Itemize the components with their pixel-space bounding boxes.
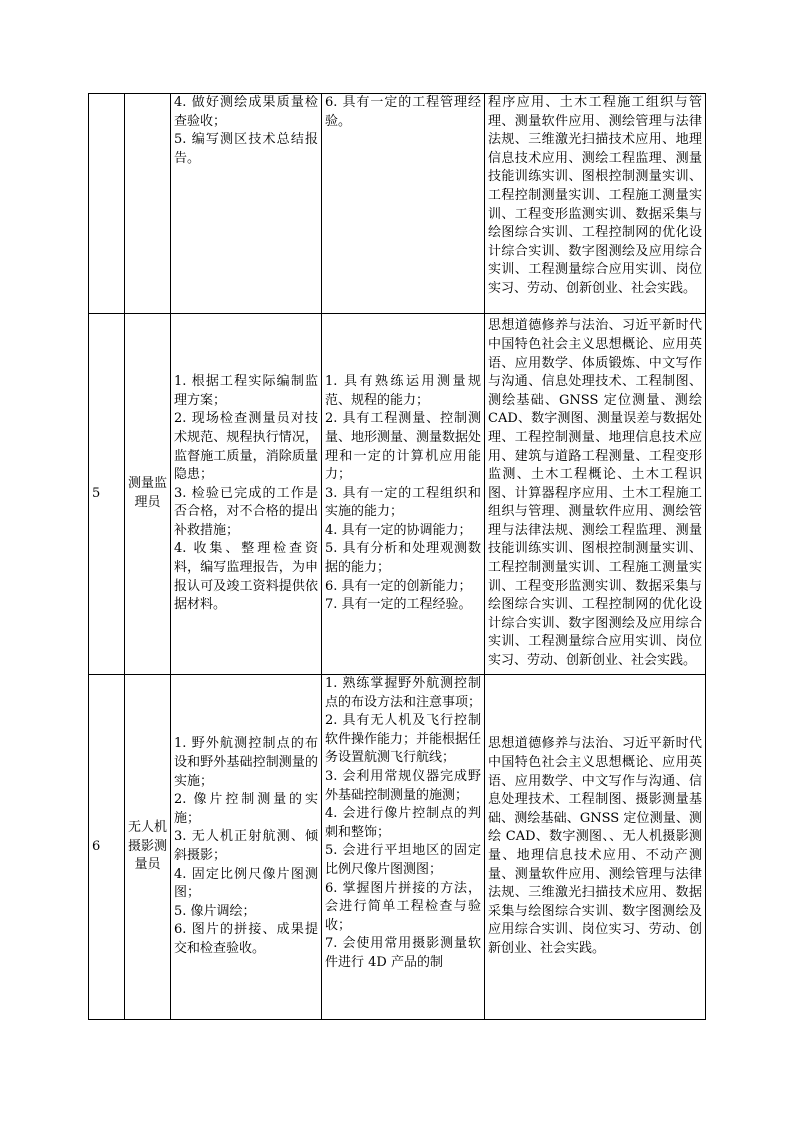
tasks-text: 4. 做好测绘成果质量检查验收； 5. 编写测区技术总结报告。 — [174, 95, 318, 166]
courses-text: 程序应用、土木工程施工组织与管理、测量软件应用、测绘管理与法律法规、三维激光扫描技术应用、地理信息技术应用、测绘工程监理、测量技能训练实训、图根控制测量实训、工程控制测量实训、工程施工测量实训、工程变形监测实训、数据采集与绘图综合实训、工程控制网的优化设计综合实训、数字图测绘及应用综合实训、工程测量综合应用实训、岗位实习、劳动、创新创业、社会实践。 — [488, 95, 702, 296]
post-cell — [125, 94, 171, 314]
courses-cell — [485, 675, 706, 1020]
tasks-cell — [171, 675, 322, 1020]
tasks-cell — [171, 94, 322, 314]
abilities-cell — [322, 314, 485, 675]
tasks-text: 1. 野外航测控制点的布设和野外基础控制测量的实施； 2. 像片控制测量的实施； 3. 无人机正射航测、倾斜摄影； 4. 固定比例尺像片图测图； 5. 像片调绘； 6. 图片的拼接、成果提交和检查验收。 — [174, 736, 318, 956]
abilities-cell — [322, 94, 485, 314]
table-row — [89, 94, 706, 314]
training-table — [88, 93, 706, 1020]
post-name: 测量监理员 — [128, 476, 168, 510]
abilities-text: 1. 熟练掌握野外航测控制点的布设方法和注意事项； 2. 具有无人机及飞行控制软件操作能力；并能根据任务设置航测飞行航线； 3. 会利用常规仪器完成野外基础控制测量的施测； 4. 会进行像片控制点的判刺和整饰； 5. 会进行平坦地区的固定比例尺像片图测图； 6. 掌握图片拼接的方法，会进行简单工程检查与验收； 7. 会使用常用摄影测量软件进行 4D 产品的制 — [325, 676, 481, 970]
abilities-text: 1. 具有熟练运用测量规范、规程的能力； 2. 具有工程测量、控制测量、地形测量、测量数据处理和一定的计算机应用能力； 3. 具有一定的工程组织和实施的能力； 4. 具有一定的协调能力； 5. 具有分析和处理观测数据的能力； 6. 具有一定的创新能力； 7. 具有一定的工程经验。 — [325, 374, 482, 613]
row-number-cell — [89, 94, 125, 314]
row-number: 5 — [92, 485, 101, 501]
tasks-text: 1. 根据工程实际编制监理方案； 2. 现场检查测量员对技术规范、规程执行情况，监督施工质量，消除质量隐患； 3. 检验已完成的工作是否合格，对不合格的提出补救措施； 4. 收集、整理检查资料，编写监理报告，为申报认可及竣工资料提供依据材料。 — [174, 374, 318, 613]
row-number-cell — [89, 314, 125, 675]
abilities-text: 6. 具有一定的工程管理经验。 — [325, 95, 481, 129]
courses-cell — [485, 94, 706, 314]
row-number: 6 — [92, 838, 101, 854]
row-number-cell — [89, 675, 125, 1020]
courses-text: 思想道德修养与法治、习近平新时代中国特色社会主义思想概论、应用英语、应用数学、中文写作与沟通、信息处理技术、工程制图、摄影测量基础、测绘基础、GNSS 定位测量、测绘 CAD、数字测图、、无人机摄影测量、地理信息技术应用、不动产测量、测量软件应用、测绘管理与法律法规、三维激光扫描技术应用、数据采集与绘图综合实训、数字图测绘及应用综合实训、岗位实习、劳动、创新创业、社会实践。 — [488, 736, 702, 956]
courses-text: 思想道德修养与法治、习近平新时代中国特色社会主义思想概论、应用英语、应用数学、体质锻炼、中文写作与沟通、信息处理技术、工程制图、测绘基础、GNSS 定位测量、测绘 CAD、数字测图、测量误差与数据处理、工程控制测量、地理信息技术应用、建筑与道路工程测量、工程变形监测、土木工程概论、土木工程识图、计算器程序应用、土木工程施工组织与管理、测量软件应用、测绘管理与法律法规、测绘工程监理、测量技能训练实训、图根控制测量实训、工程控制测量实训、工程施工测量实训、工程变形监测实训、数据采集与绘图综合实训、工程控制网的优化设计综合实训、数字图测绘及应用综合实训、工程测量综合应用实训、岗位实习、劳动、创新创业、社会实践。 — [488, 318, 702, 669]
table-row — [89, 314, 706, 675]
post-name: 无人机摄影测量员 — [128, 820, 168, 873]
post-cell — [125, 314, 171, 675]
table-row — [89, 675, 706, 1020]
tasks-cell — [171, 314, 322, 675]
abilities-cell — [322, 675, 485, 1020]
courses-cell — [485, 314, 706, 675]
post-cell — [125, 675, 171, 1020]
